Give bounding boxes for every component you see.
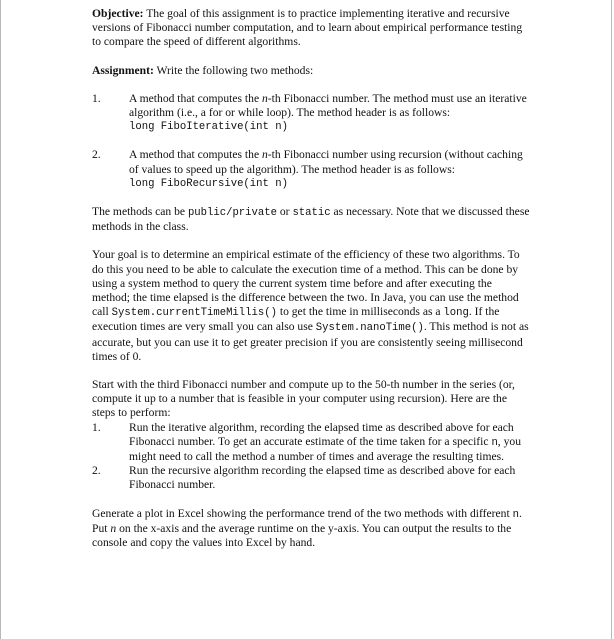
method-variable: n [262, 91, 268, 105]
plot-paragraph [92, 507, 532, 551]
assignment-paragraph [92, 64, 532, 78]
objective-text: The goal of this assignment is to practice implementing iterative and recursive versions of Fibonacci number computation, and to learn about empirical performance testing to compare the speed of different algorithms. [92, 7, 523, 49]
step-text: Run the recursive algorithm recording the elapsed time as described above for each Fibonacci number. [129, 464, 516, 492]
step-description [104, 421, 532, 465]
steps-section [92, 378, 532, 493]
method-text-after: -th Fibonacci number using recursion (without caching of values to speed up the algorithm). The method header is as follows: [129, 148, 523, 176]
method-variable: n [262, 148, 268, 162]
plot-code: n [512, 508, 519, 521]
method-header-code: long FiboRecursive(int n) [129, 177, 288, 190]
method-description [104, 148, 532, 176]
goal-text: . This method is not as accurate, but you can use it to get greater precision if you are consistently seeing millisecond times of 0. [92, 320, 529, 363]
modifiers-text: as necessary. Note that we discussed these methods in the class. [92, 205, 530, 234]
goal-paragraph [92, 248, 532, 364]
modifiers-text: or [279, 205, 290, 219]
start-paragraph: Start with the third Fibonacci number and compute up to the 50-th number in the series (or, compute it up to a number that is feasible in your computer using recursion). Here are the steps to perform: [92, 378, 515, 420]
modifiers-text: The methods can be [92, 205, 186, 219]
method-item-2 [92, 148, 532, 191]
modifiers-code: static [292, 207, 331, 220]
method-text-before: A method that computes the [129, 91, 260, 105]
assignment-text: Write the following two methods: [156, 63, 314, 77]
assignment-label: Assignment: [92, 63, 154, 77]
step-item-1 [92, 421, 532, 465]
step-item-2 [92, 464, 532, 492]
step-text: , you might need to call the method a number of times and average the resulting times. [129, 434, 521, 464]
goal-code: long [443, 307, 469, 320]
method-text-before: A method that computes the [129, 148, 260, 162]
goal-text: to get the time in milliseconds as a [279, 305, 441, 319]
goal-text: Your goal is to determine an empirical estimate of the efficiency of these two algorithms. To do this you need to be able to calculate the execution time of a method. This can be done by using a system method to query the current system time before and after executing the method; the time elapsed is the difference between the two. In Java, you can use the method call [92, 248, 520, 319]
method-number: 2. [92, 148, 101, 162]
step-description [104, 464, 532, 492]
modifiers-code: public/private [187, 207, 277, 220]
step-text: Run the iterative algorithm, recording the elapsed time as described above for each Fibonacci number. To get an accurate estimate of the time taken for a specific [129, 420, 514, 448]
plot-variable: n [110, 521, 117, 535]
plot-text: on the x-axis and the average runtime on the y-axis. You can output the results to the console and copy the values into Excel by hand. [92, 521, 512, 550]
plot-text: . Put [92, 506, 522, 535]
method-header-code: long FiboIterative(int n) [129, 121, 288, 134]
goal-text: . If the execution times are very small you can also use [92, 305, 500, 334]
modifiers-paragraph [92, 205, 532, 234]
step-number: 2. [92, 464, 101, 478]
method-item-1 [92, 92, 532, 135]
method-text-after: -th Fibonacci number. The method must use an iterative algorithm (i.e., a for or while loop). The method header is as follows: [129, 91, 527, 120]
step-code: n [491, 436, 498, 449]
method-description [104, 92, 532, 120]
document-content [92, 7, 532, 564]
goal-code: System.nanoTime() [315, 322, 424, 335]
method-number: 1. [92, 91, 101, 105]
goal-code: System.currentTimeMillis() [111, 307, 277, 320]
plot-text: Generate a plot in Excel showing the performance trend of the two methods with different [92, 506, 510, 520]
objective-label: Objective: [92, 7, 144, 20]
step-number: 1. [92, 420, 101, 434]
objective-paragraph [92, 7, 532, 50]
